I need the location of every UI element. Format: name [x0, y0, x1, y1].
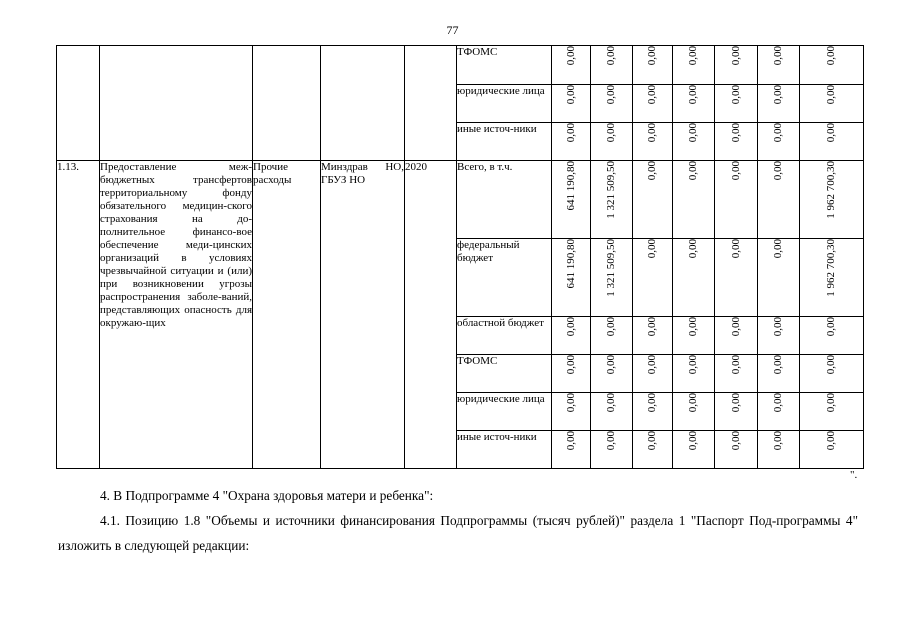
value-cell: 0,00	[729, 355, 742, 375]
value-cell: 0,00	[825, 123, 837, 143]
closing-quote-mark: ".	[850, 469, 858, 481]
value-cell: 0,00	[646, 355, 658, 375]
value-cell: 0,00	[564, 85, 577, 105]
value-cell: 0,00	[772, 393, 784, 413]
source-cell: ТФОМС	[457, 46, 552, 85]
value-cell: 0,00	[646, 123, 658, 143]
source-cell: юридические лица	[457, 393, 552, 431]
source-cell: иные источ-ники	[457, 123, 552, 161]
empty-expense-cell	[253, 46, 321, 161]
value-cell: 0,00	[646, 46, 658, 66]
value-cell: 0,00	[646, 161, 658, 181]
value-cell: 1 321 509,50	[605, 161, 617, 219]
value-cell: 0,00	[772, 85, 784, 105]
value-cell: 0,00	[825, 431, 837, 451]
value-cell: 0,00	[646, 239, 658, 259]
value-cell: 0,00	[729, 393, 742, 413]
value-cell: 0,00	[564, 355, 577, 375]
value-cell: 0,00	[605, 46, 617, 66]
value-cell: 0,00	[687, 239, 699, 259]
value-cell: 0,00	[564, 46, 577, 66]
value-cell: 0,00	[772, 123, 784, 143]
source-cell: федеральный бюджет	[457, 239, 552, 317]
value-cell: 0,00	[605, 123, 617, 143]
source-cell: иные источ-ники	[457, 431, 552, 469]
value-cell: 0,00	[687, 317, 699, 337]
value-cell: 0,00	[825, 317, 837, 337]
empty-number-cell	[57, 46, 100, 161]
paragraph-subprogram-4: 4. В Подпрограмме 4 "Охрана здоровья матери и ребенка":	[100, 488, 434, 503]
value-cell: 1 962 700,30	[825, 161, 837, 219]
table-row	[57, 46, 864, 85]
value-cell: 0,00	[772, 46, 784, 66]
value-cell: 0,00	[564, 123, 577, 143]
expense-type: Прочие расходы	[253, 161, 321, 469]
empty-year-cell	[405, 46, 457, 161]
value-cell: 0,00	[729, 431, 742, 451]
value-cell: 0,00	[605, 393, 617, 413]
value-cell: 0,00	[605, 355, 617, 375]
table-row	[57, 161, 864, 239]
value-cell: 0,00	[646, 85, 658, 105]
value-cell: 0,00	[687, 161, 699, 181]
page-number: 77	[446, 23, 459, 37]
value-cell: 641 190,80	[564, 239, 577, 289]
value-cell: 1 321 509,50	[605, 239, 617, 297]
value-cell: 1 962 700,30	[825, 239, 837, 297]
value-cell: 0,00	[825, 393, 837, 413]
value-cell: 0,00	[825, 46, 837, 66]
value-cell: 0,00	[646, 431, 658, 451]
value-cell: 0,00	[729, 85, 742, 105]
item-name: Предоставление меж-бюджетных трансфертов территориальному фонду обязательного медицин-ского страхования на до-полнительное финансо-вое обеспечение меди-цинских организаций в условиях чрезвычайной ситуации и (или) при возникновении угрозы распространения заболе-ваний, представляющих опасность для окружаю-щих	[100, 161, 253, 469]
empty-executor-cell	[321, 46, 405, 161]
source-cell: юридические лица	[457, 85, 552, 123]
paragraph-item-4-1: 4.1. Позицию 1.8 "Объемы и источники финансирования Подпрограммы (тысяч рублей)" раздела 1 "Паспорт Под-программы 4" изложить в следующей редакции:	[58, 513, 858, 553]
value-cell: 0,00	[772, 431, 784, 451]
value-cell: 0,00	[687, 46, 699, 66]
value-cell: 0,00	[687, 393, 699, 413]
executor: Минздрав НО, ГБУЗ НО	[321, 161, 405, 469]
value-cell: 0,00	[687, 355, 699, 375]
value-cell: 0,00	[687, 431, 699, 451]
value-cell: 0,00	[687, 85, 699, 105]
value-cell: 0,00	[605, 85, 617, 105]
value-cell: 0,00	[825, 355, 837, 375]
source-cell: областной бюджет	[457, 317, 552, 355]
value-cell: 0,00	[646, 317, 658, 337]
value-cell: 0,00	[564, 393, 577, 413]
financing-table	[56, 45, 864, 469]
item-number: 1.13.	[57, 161, 100, 469]
value-cell: 641 190,80	[564, 161, 577, 211]
value-cell: 0,00	[729, 239, 742, 259]
value-cell: 0,00	[729, 46, 742, 66]
value-cell: 0,00	[772, 239, 784, 259]
value-cell: 0,00	[825, 85, 837, 105]
empty-name-cell	[100, 46, 253, 161]
value-cell: 0,00	[605, 317, 617, 337]
source-cell: Всего, в т.ч.	[457, 161, 552, 239]
value-cell: 0,00	[772, 355, 784, 375]
value-cell: 0,00	[729, 317, 742, 337]
value-cell: 0,00	[772, 161, 784, 181]
value-cell: 0,00	[564, 317, 577, 337]
value-cell: 0,00	[687, 123, 699, 143]
value-cell: 0,00	[564, 431, 577, 451]
year: 2020	[405, 161, 457, 469]
value-cell: 0,00	[646, 393, 658, 413]
source-cell: ТФОМС	[457, 355, 552, 393]
value-cell: 0,00	[729, 123, 742, 143]
value-cell: 0,00	[772, 317, 784, 337]
value-cell: 0,00	[729, 161, 742, 181]
value-cell: 0,00	[605, 431, 617, 451]
